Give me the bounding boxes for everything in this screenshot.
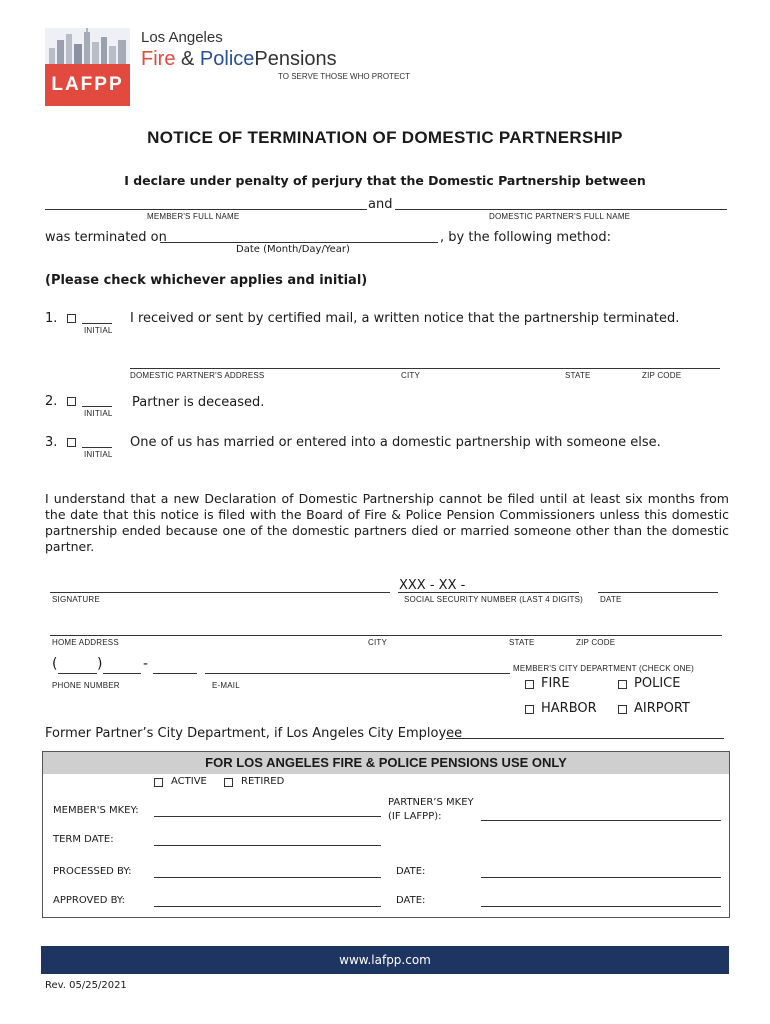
home-zip-label: ZIP CODE bbox=[576, 638, 616, 647]
phone-area-line[interactable] bbox=[58, 673, 97, 674]
option-3-text: One of us has married or entered into a domestic partnership with someone else. bbox=[130, 435, 661, 450]
home-address-line[interactable] bbox=[50, 635, 722, 636]
option-2-text: Partner is deceased. bbox=[132, 395, 265, 410]
phone-prefix-line[interactable] bbox=[103, 673, 141, 674]
dept-fire-checkbox[interactable] bbox=[525, 680, 534, 689]
dept-harbor-checkbox[interactable] bbox=[525, 705, 534, 714]
option-1-number: 1. bbox=[45, 311, 58, 326]
option-3-number: 3. bbox=[45, 435, 58, 450]
email-line[interactable] bbox=[205, 673, 510, 674]
date-format-label: Date (Month/Day/Year) bbox=[236, 244, 350, 255]
option-3-checkbox[interactable] bbox=[67, 438, 76, 447]
skyline-icon bbox=[45, 28, 130, 64]
dept-harbor-label: HARBOR bbox=[541, 701, 597, 716]
member-mkey-line[interactable] bbox=[154, 816, 381, 817]
partner-zip-label: ZIP CODE bbox=[642, 371, 682, 380]
partner-city-label: CITY bbox=[401, 371, 421, 380]
dept-police-checkbox[interactable] bbox=[618, 680, 627, 689]
ssn-label: SOCIAL SECURITY NUMBER (LAST 4 DIGITS) bbox=[404, 595, 584, 604]
logo-skyline bbox=[45, 28, 130, 64]
option-2-initial-label: INITIAL bbox=[84, 409, 113, 418]
instructions: (Please check whichever applies and initial) bbox=[45, 273, 368, 288]
member-name-label: MEMBER'S FULL NAME bbox=[147, 212, 240, 221]
partner-name-label: DOMESTIC PARTNER'S FULL NAME bbox=[489, 212, 631, 221]
page-title: NOTICE OF TERMINATION OF DOMESTIC PARTNERSHIP bbox=[147, 128, 623, 147]
terminated-on-text: was terminated on bbox=[45, 230, 167, 245]
processed-date-line[interactable] bbox=[481, 877, 721, 878]
former-partner-text: Former Partner’s City Department, if Los Angeles City Employee bbox=[45, 726, 463, 741]
member-mkey-label: MEMBER'S MKEY: bbox=[53, 805, 139, 816]
option-2-checkbox[interactable] bbox=[67, 397, 76, 406]
retired-checkbox[interactable] bbox=[224, 778, 233, 787]
partner-address-line[interactable] bbox=[130, 368, 720, 369]
dept-label: MEMBER'S CITY DEPARTMENT (CHECK ONE) bbox=[513, 664, 695, 673]
option-1-checkbox[interactable] bbox=[67, 314, 76, 323]
option-3-initial-line[interactable] bbox=[82, 447, 112, 448]
home-address-label: HOME ADDRESS bbox=[52, 638, 119, 647]
member-name-line[interactable] bbox=[45, 209, 367, 210]
ssn-mask: XXX - XX - bbox=[399, 578, 466, 593]
if-lafpp-label: (IF LAFPP): bbox=[388, 811, 442, 822]
option-2-number: 2. bbox=[45, 394, 58, 409]
dept-police-label: POLICE bbox=[634, 676, 681, 691]
partner-state-label: STATE bbox=[565, 371, 591, 380]
org-fire: Fire bbox=[141, 48, 176, 70]
option-3-initial-label: INITIAL bbox=[84, 450, 113, 459]
website-link[interactable]: www.lafpp.com bbox=[339, 953, 431, 967]
active-checkbox[interactable] bbox=[154, 778, 163, 787]
retired-label: RETIRED bbox=[241, 776, 285, 787]
org-amp: & bbox=[181, 48, 195, 70]
signature-label: SIGNATURE bbox=[52, 595, 100, 604]
signature-line[interactable] bbox=[50, 592, 390, 593]
partner-mkey-line[interactable] bbox=[481, 820, 721, 821]
phone-open-paren: ( bbox=[52, 656, 58, 672]
option-1-initial-label: INITIAL bbox=[84, 326, 113, 335]
option-1-text: I received or sent by certified mail, a written notice that the partnership terminated. bbox=[130, 311, 680, 326]
and-text: and bbox=[368, 197, 393, 212]
office-use-box bbox=[42, 751, 730, 918]
understand-paragraph: I understand that a new Declaration of Domestic Partnership cannot be filed until at least six months from the date that this notice is filed with the Board of Fire & Police Pension Commissioners unless this domestic partnership ended because one of the domestic partners died or married someone other than the domestic partner. bbox=[45, 491, 729, 554]
processed-by-line[interactable] bbox=[154, 877, 381, 878]
former-partner-dept-line[interactable] bbox=[446, 738, 724, 739]
approved-by-label: APPROVED BY: bbox=[53, 895, 126, 906]
active-label: ACTIVE bbox=[171, 776, 207, 787]
option-2-initial-line[interactable] bbox=[82, 406, 112, 407]
office-use-header: FOR LOS ANGELES FIRE & POLICE PENSIONS USE ONLY bbox=[43, 752, 729, 774]
logo-text: LAFPP bbox=[51, 74, 124, 95]
declaration-line: I declare under penalty of perjury that the Domestic Partnership between bbox=[124, 173, 646, 188]
revision-date: Rev. 05/25/2021 bbox=[45, 980, 127, 991]
lafpp-logo bbox=[45, 28, 130, 106]
method-text: , by the following method: bbox=[440, 230, 611, 245]
partner-name-line[interactable] bbox=[395, 209, 727, 210]
option-1-initial-line[interactable] bbox=[82, 323, 112, 324]
processed-by-label: PROCESSED BY: bbox=[53, 866, 132, 877]
approved-date-line[interactable] bbox=[481, 906, 721, 907]
org-police: Police bbox=[199, 48, 255, 70]
processed-date-label: DATE: bbox=[396, 866, 426, 877]
partner-address-label: DOMESTIC PARTNER'S ADDRESS bbox=[130, 371, 265, 380]
approved-date-label: DATE: bbox=[396, 895, 426, 906]
org-city: Los Angeles bbox=[141, 29, 223, 46]
phone-label: PHONE NUMBER bbox=[52, 681, 120, 690]
email-label: E-MAIL bbox=[212, 681, 240, 690]
signature-date-line[interactable] bbox=[598, 592, 718, 593]
phone-close-paren: ) bbox=[97, 656, 103, 672]
dept-airport-checkbox[interactable] bbox=[618, 705, 627, 714]
termination-date-line[interactable] bbox=[160, 242, 438, 243]
phone-number-line[interactable] bbox=[153, 673, 197, 674]
home-state-label: STATE bbox=[509, 638, 535, 647]
approved-by-line[interactable] bbox=[154, 906, 381, 907]
ssn-line[interactable] bbox=[398, 592, 579, 593]
tagline: TO SERVE THOSE WHO PROTECT bbox=[278, 72, 411, 81]
partner-mkey-label: PARTNER’S MKEY bbox=[388, 797, 474, 808]
term-date-line[interactable] bbox=[154, 845, 381, 846]
signature-date-label: DATE bbox=[600, 595, 622, 604]
phone-dash: - bbox=[143, 656, 149, 672]
dept-fire-label: FIRE bbox=[541, 676, 570, 691]
dept-airport-label: AIRPORT bbox=[634, 701, 690, 716]
term-date-label: TERM DATE: bbox=[53, 834, 114, 845]
org-pensions: Pensions bbox=[254, 48, 337, 70]
org-name bbox=[141, 48, 337, 71]
home-city-label: CITY bbox=[368, 638, 388, 647]
footer-bar bbox=[41, 946, 729, 974]
